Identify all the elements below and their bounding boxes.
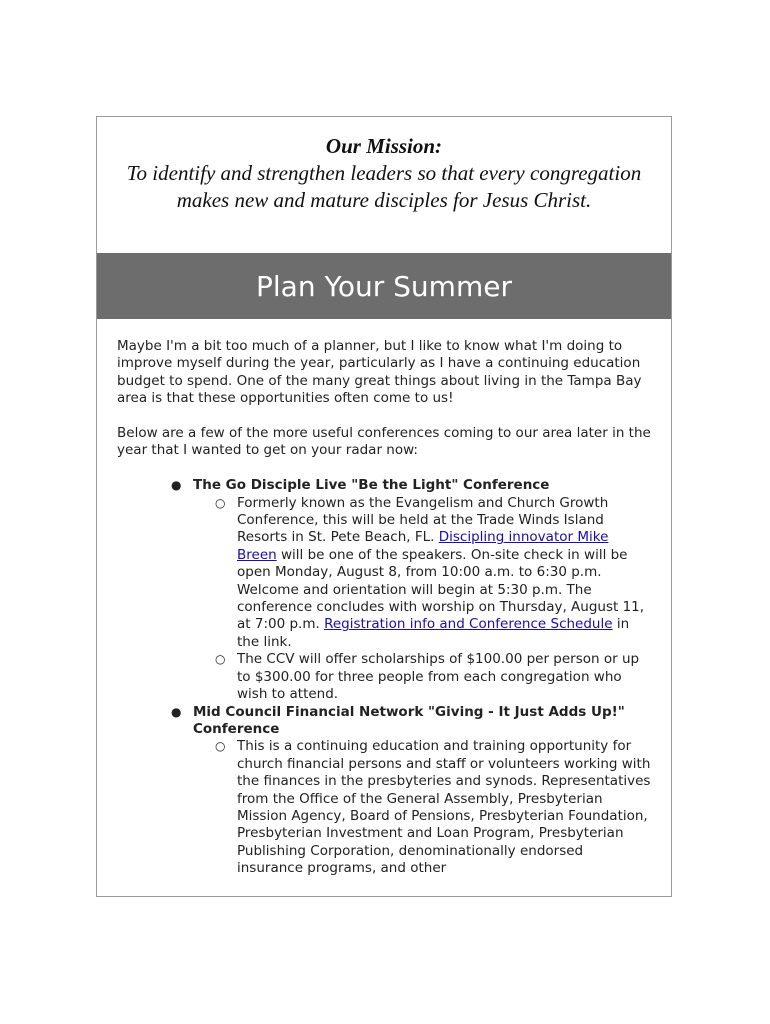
conference-title: Mid Council Financial Network "Giving - It Just Adds Up!" Conference [193,703,625,737]
speaker-link[interactable]: Discipling innovator Mike Breen [237,529,609,563]
detail-text: The CCV will offer scholarships of $100.00 per person or up to $300.00 for three people from each congregation who wish to attend. [237,651,640,703]
bullet-icon: ● [171,704,182,719]
detail-text: will be one of the speakers. On-site check in will be open Monday, August 8, from 10:00 a.m. to 6:30 p.m. Welcome and orientation will begin at 5:30 p.m. The conference concludes with worship on Thursday, August 11, at 7:00 p.m. [237,546,645,633]
mission-text: To identify and strengthen leaders so that every congregation makes new and mature disciples for Jesus Christ. [126,161,642,212]
detail-item [215,494,651,652]
mission-statement [97,117,671,253]
article-body [97,319,671,878]
intro-paragraph-1: Maybe I'm a bit too much of a planner, but I like to know what I'm doing to improve myself during the year, particularly as I have a continuing education budget to spend. One of the many great things about living in the Tampa Bay area is that these opportunities often come to us! [117,338,642,407]
conference-title: The Go Disciple Live "Be the Light" Conference [193,477,550,494]
mission-title: Our Mission: [325,134,443,158]
bullet-icon: ● [171,478,182,493]
section-banner [97,253,671,319]
circle-bullet-icon: ○ [215,652,226,667]
detail-item [215,738,651,877]
conference-item [171,703,651,878]
conference-item [171,477,651,703]
circle-bullet-icon: ○ [215,495,226,510]
circle-bullet-icon: ○ [215,739,226,754]
conference-details [193,738,651,877]
conference-details [193,495,651,704]
conference-list [117,477,651,877]
newsletter-page [96,116,672,897]
registration-link[interactable]: Registration info and Conference Schedule [324,616,613,633]
intro-paragraph-2: Below are a few of the more useful conferences coming to our area later in the year that I wanted to get on your radar now: [117,425,651,459]
detail-text: in the link. [237,616,630,650]
detail-text: This is a continuing education and training opportunity for church financial persons and staff or volunteers working with the finances in the presbyteries and synods. Representatives from the Office of the General Assembly, Presbyterian Mission Agency, Board of Pensions, Presbyterian Foundation, Presbyterian Investment and Loan Program, Presbyterian Publishing Corporation, denominationally endorsed insurance programs, and other [237,738,651,877]
detail-text: Formerly known as the Evangelism and Church Growth Conference, this will be held at the Trade Winds Island Resorts in St. Pete Beach, FL. [237,494,609,546]
section-title: Plan Your Summer [256,269,512,303]
detail-item [215,651,651,703]
